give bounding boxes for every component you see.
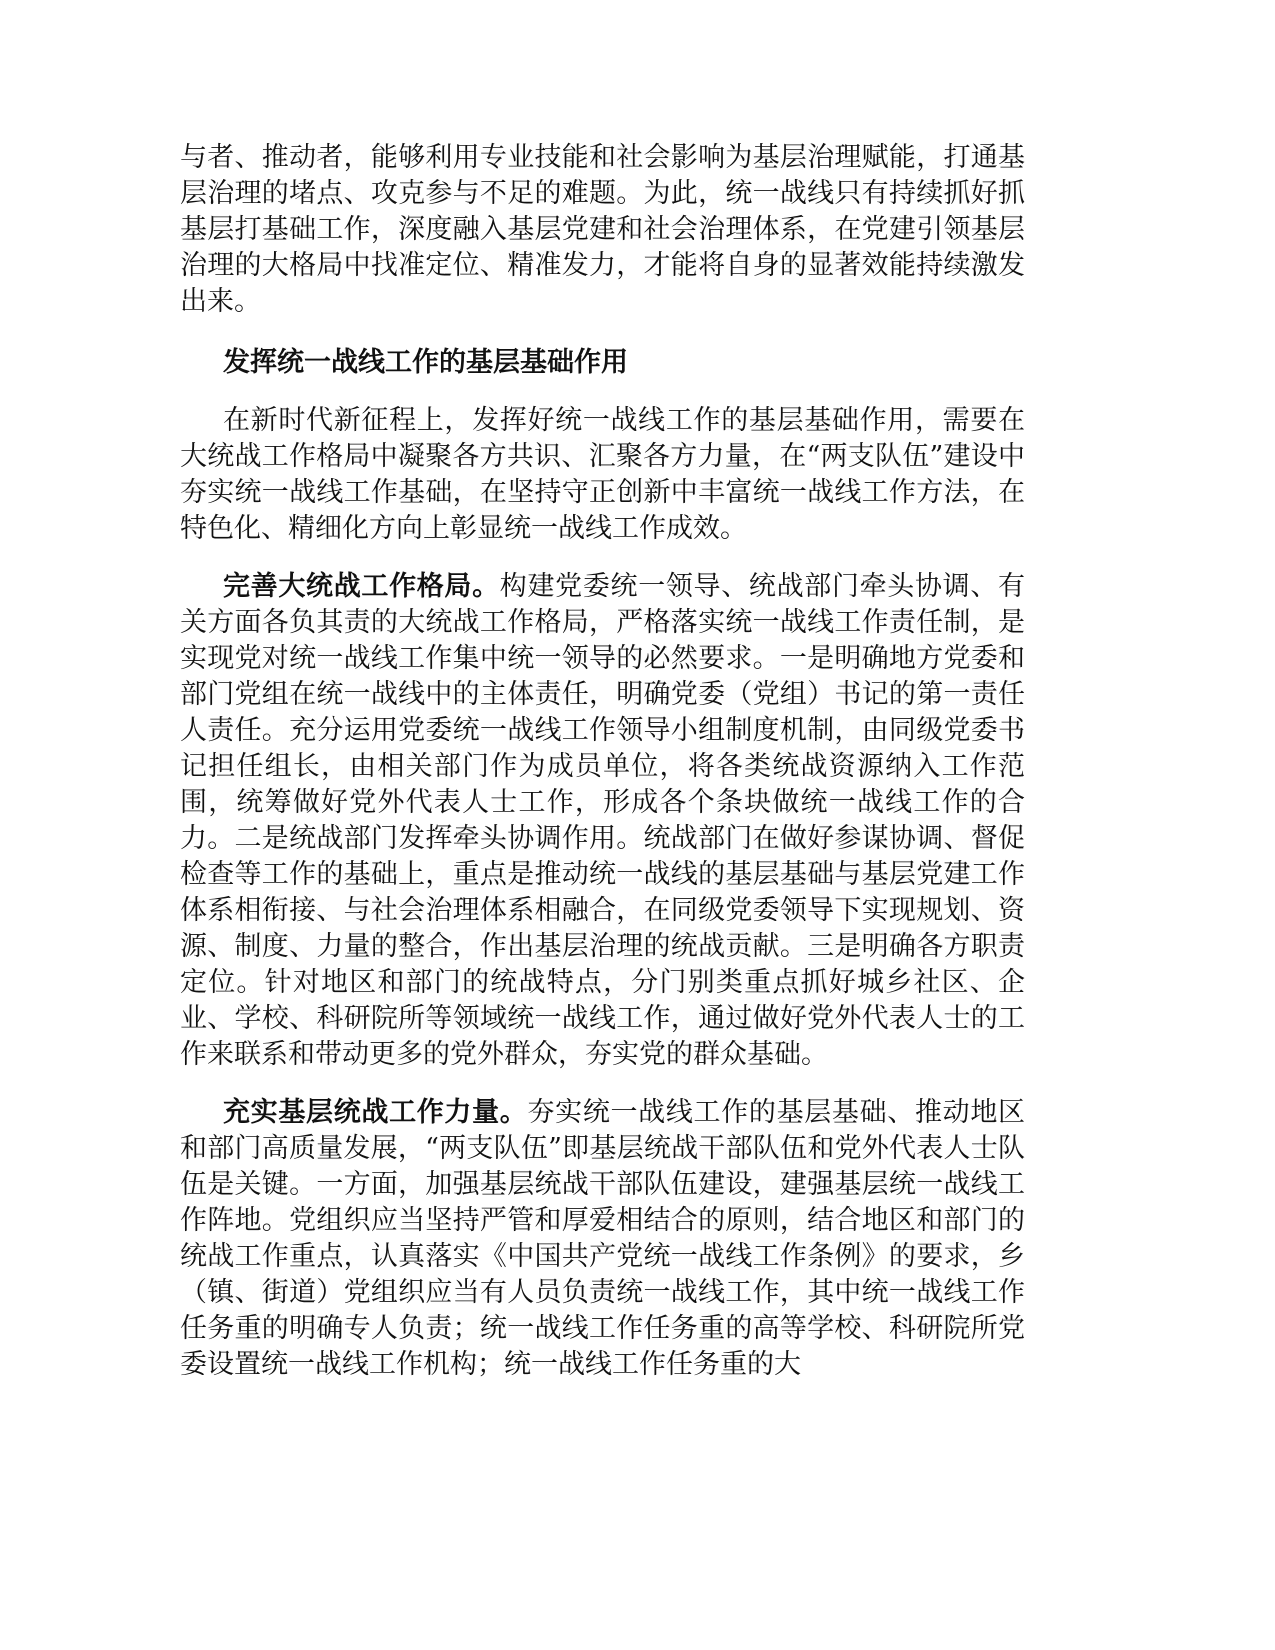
paragraph-3 [180,569,1025,1073]
paragraph-1: 与者、推动者，能够利用专业技能和社会影响为基层治理赋能，打通基层治理的堵点、攻克参与不足的难题。为此，统一战线只有持续抓好抓基层打基础工作，深度融入基层党建和社会治理体系，在党建引领基层治理的大格局中找准定位、精准发力，才能将自身的显著效能持续激发出来。 [180,142,1025,317]
document-page [180,140,1025,1383]
section-heading: 发挥统一战线工作的基层基础作用 [223,347,628,378]
paragraph-2: 在新时代新征程上，发挥好统一战线工作的基层基础作用，需要在大统战工作格局中凝聚各方共识、汇聚各方力量，在“两支队伍”建设中夯实统一战线工作基础，在坚持守正创新中丰富统一战线工作方法，在特色化、精细化方向上彰显统一战线工作成效。 [180,405,1025,544]
paragraph-4 [180,1095,1025,1383]
paragraph-3-body: 构建党委统一领导、统战部门牵头协调、有关方面各负其责的大统战工作格局，严格落实统一战线工作责任制，是实现党对统一战线工作集中统一领导的必然要求。一是明确地方党委和部门党组在统一战线中的主体责任，明确党委（党组）书记的第一责任人责任。充分运用党委统一战线工作领导小组制度机制，由同级党委书记担任组长，由相关部门作为成员单位，将各类统战资源纳入工作范围，统筹做好党外代表人士工作，形成各个条块做统一战线工作的合力。二是统战部门发挥牵头协调作用。统战部门在做好参谋协调、督促检查等工作的基础上，重点是推动统一战线的基层基础与基层党建工作体系相衔接、与社会治理体系相融合，在同级党委领导下实现规划、资源、制度、力量的整合，作出基层治理的统战贡献。三是明确各方职责定位。针对地区和部门的统战特点，分门别类重点抓好城乡社区、企业、学校、科研院所等领域统一战线工作，通过做好党外代表人士的工作来联系和带动更多的党外群众，夯实党的群众基础。 [180,571,1026,1070]
paragraph-4-body: 夯实统一战线工作的基层基础、推动地区和部门高质量发展，“两支队伍”即基层统战干部队伍和党外代表人士队伍是关键。一方面，加强基层统战干部队伍建设，建强基层统一战线工作阵地。党组织应当坚持严管和厚爱相结合的原则，结合地区和部门的统战工作重点，认真落实《中国共产党统一战线工作条例》的要求，乡（镇、街道）党组织应当有人员负责统一战线工作，其中统一战线工作任务重的明确专人负责；统一战线工作任务重的高等学校、科研院所党委设置统一战线工作机构；统一战线工作任务重的大 [180,1097,1026,1380]
paragraph-3-lead: 完善大统战工作格局。 [223,571,500,602]
paragraph-4-lead: 充实基层统战工作力量。 [223,1097,528,1128]
